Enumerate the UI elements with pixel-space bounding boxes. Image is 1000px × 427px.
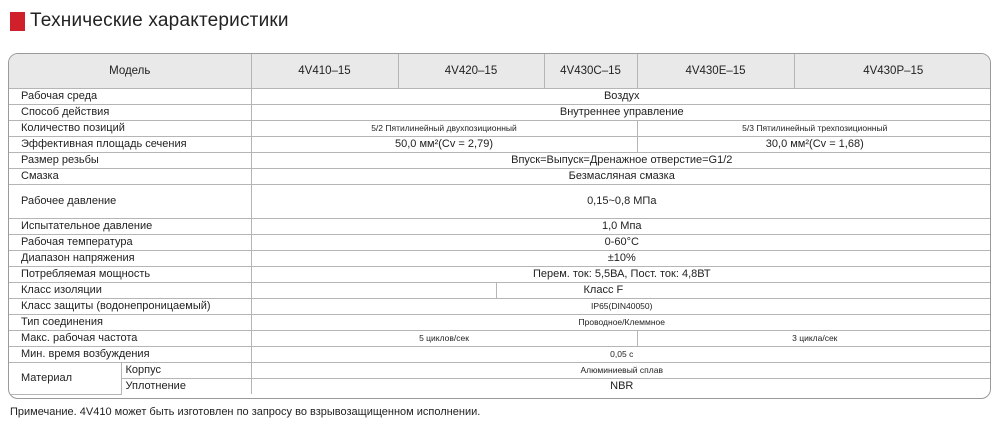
footnote: Примечание. 4V410 может быть изготовлен по запросу во взрывозащищенном исполнении. — [10, 406, 481, 418]
row-label: Класс защиты (водонепроницаемый) — [9, 298, 251, 314]
table-row — [9, 250, 991, 266]
row-value: 50,0 мм²(Cv = 2,79) — [251, 136, 637, 152]
row-value: Проводное/Клеммное — [251, 314, 991, 330]
header-model-5: 4V430P–15 — [794, 54, 991, 88]
row-value: 3 цикла/сек — [637, 330, 991, 346]
row-value: Внутреннее управление — [251, 104, 991, 120]
material-seal-label: Уплотнение — [121, 378, 251, 394]
table-row — [9, 168, 991, 184]
material-label: Материал — [9, 362, 121, 394]
row-label: Мин. время возбуждения — [9, 346, 251, 362]
header-model-3: 4V430C–15 — [544, 54, 637, 88]
table-row — [9, 152, 991, 168]
row-value: 0,15~0,8 МПа — [251, 184, 991, 218]
row-label: Потребляемая мощность — [9, 266, 251, 282]
row-label: Рабочее давление — [9, 184, 251, 218]
table-row — [9, 234, 991, 250]
header-model-label: Модель — [9, 54, 251, 88]
table-row — [9, 282, 991, 298]
row-value: IP65(DIN40050) — [251, 298, 991, 314]
row-value: Впуск=Выпуск=Дренажное отверстие=G1/2 — [251, 152, 991, 168]
header-model-2: 4V420–15 — [398, 54, 544, 88]
row-label: Размер резьбы — [9, 152, 251, 168]
row-label: Макс. рабочая частота — [9, 330, 251, 346]
material-seal-value: NBR — [251, 378, 991, 394]
table-row — [9, 218, 991, 234]
row-value: 30,0 мм²(Cv = 1,68) — [637, 136, 991, 152]
row-value: 5/2 Пятилинейный двухпозиционный — [251, 120, 637, 136]
row-value: ±10% — [251, 250, 991, 266]
row-value-empty — [251, 282, 496, 298]
row-value: 5/3 Пятилинейный трехпозиционный — [637, 120, 991, 136]
row-label: Смазка — [9, 168, 251, 184]
specs-table — [8, 53, 991, 399]
row-label: Испытательное давление — [9, 218, 251, 234]
row-label: Тип соединения — [9, 314, 251, 330]
table-row — [9, 88, 991, 104]
table-row — [9, 266, 991, 282]
table-row — [9, 378, 991, 394]
page-title — [10, 8, 289, 34]
row-value: Воздух — [251, 88, 991, 104]
row-value: 1,0 Мпа — [251, 218, 991, 234]
table-row — [9, 104, 991, 120]
row-value: 0,05 с — [251, 346, 991, 362]
row-label: Эффективная площадь сечения — [9, 136, 251, 152]
table-row — [9, 184, 991, 218]
header-model-4: 4V430E–15 — [637, 54, 794, 88]
material-body-value: Алюминиевый сплав — [251, 362, 991, 378]
table-row — [9, 362, 991, 378]
table-row — [9, 298, 991, 314]
header-model-1: 4V410–15 — [251, 54, 398, 88]
table-row — [9, 136, 991, 152]
row-label: Рабочая среда — [9, 88, 251, 104]
title-marker — [10, 12, 25, 31]
row-label: Диапазон напряжения — [9, 250, 251, 266]
table-row — [9, 346, 991, 362]
row-label: Способ действия — [9, 104, 251, 120]
title-text: Технические характеристики — [30, 10, 289, 31]
table-row — [9, 314, 991, 330]
row-label: Класс изоляции — [9, 282, 251, 298]
table-row — [9, 330, 991, 346]
table-header-row — [9, 54, 991, 88]
material-body-label: Корпус — [121, 362, 251, 378]
row-label: Количество позиций — [9, 120, 251, 136]
row-value: 0-60°C — [251, 234, 991, 250]
row-value: Безмасляная смазка — [251, 168, 991, 184]
row-value: Класс F — [496, 282, 991, 298]
table-row — [9, 120, 991, 136]
row-value: 5 циклов/сек — [251, 330, 637, 346]
row-value: Перем. ток: 5,5ВА, Пост. ток: 4,8ВТ — [251, 266, 991, 282]
row-label: Рабочая температура — [9, 234, 251, 250]
